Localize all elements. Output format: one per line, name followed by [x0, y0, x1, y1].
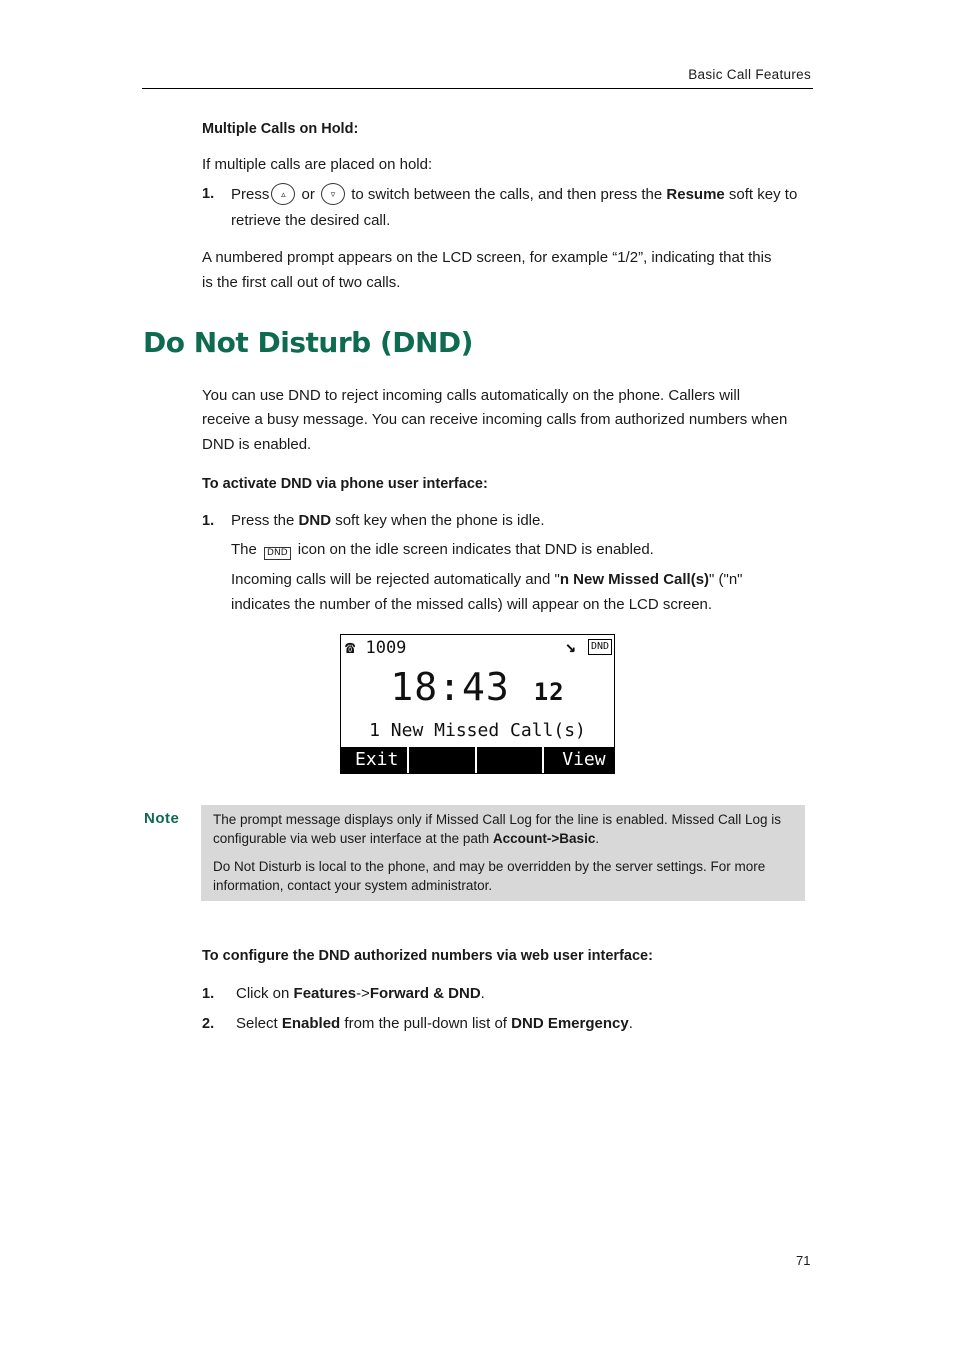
- down-key-icon: ▿: [321, 183, 345, 205]
- hold-step-number: 1.: [202, 186, 215, 202]
- lcd-softkey-bar: [341, 747, 614, 773]
- page-number: 71: [796, 1253, 811, 1268]
- running-header: Basic Call Features: [688, 67, 811, 82]
- note-box: [201, 805, 805, 901]
- dnd-icon-line: [231, 538, 654, 563]
- note-label: Note: [144, 810, 180, 827]
- the-word: The: [231, 541, 257, 558]
- note-paragraph-2: Do Not Disturb is local to the phone, and may be overridden by the server settings. For more information, contact your system administrator.: [213, 859, 766, 893]
- lcd-time: 18:43: [390, 665, 510, 709]
- section-title: Do Not Disturb (DND): [143, 326, 473, 359]
- hold-step-text: [231, 183, 797, 208]
- enabled-option-label: Enabled: [281, 1015, 341, 1032]
- missed-calls-label: n New Missed Call(s): [559, 571, 710, 588]
- resume-key-label: Resume: [666, 186, 725, 203]
- dnd-key-label: DND: [298, 512, 332, 529]
- configure-heading: To configure the DND authorized numbers via web user interface:: [202, 948, 653, 964]
- or-word: or: [301, 186, 315, 203]
- dnd-emergency-label: DND Emergency: [511, 1015, 629, 1032]
- icon-desc-text: icon on the idle screen indicates that DND is enabled.: [297, 541, 654, 558]
- configure-step1-text: Click on Features->Forward & DND.: [236, 985, 485, 1002]
- configure-step2-text: Select Enabled from the pull-down list of DND Emergency.: [236, 1015, 633, 1032]
- missed-call-arrow-icon: ↘: [565, 636, 576, 657]
- hold-intro: If multiple calls are placed on hold:: [202, 156, 433, 173]
- activate-step-text: [231, 509, 545, 534]
- softkey-exit: Exit: [341, 747, 409, 773]
- account-basic-path: Account->Basic: [492, 831, 596, 846]
- dnd-intro-2: receive a busy message. You can receive incoming calls from authorized numbers when: [202, 411, 788, 428]
- dnd-intro-1: You can use DND to reject incoming calls automatically on the phone. Callers will: [202, 387, 741, 404]
- softkey-2: [409, 747, 477, 773]
- hold-step-line2: retrieve the desired call.: [231, 212, 391, 229]
- phone-lcd-screen: [340, 634, 615, 774]
- configure-step1-number: 1.: [202, 986, 215, 1002]
- softkey-text: soft key to: [728, 186, 798, 203]
- lcd-seconds: 12: [533, 678, 565, 706]
- press-the-text: Press the: [231, 512, 295, 529]
- forward-dnd-label: Forward & DND: [369, 985, 481, 1002]
- lcd-line-label: ☎ 1009: [345, 638, 407, 658]
- softkey-view: View: [562, 749, 606, 770]
- dnd-intro-3: DND is enabled.: [202, 436, 312, 453]
- incoming-post: " ("n": [709, 571, 743, 588]
- features-menu-label: Features: [293, 985, 357, 1002]
- hold-heading: Multiple Calls on Hold:: [202, 121, 359, 137]
- dnd-icon: DND: [264, 547, 291, 560]
- up-key-icon: ▵: [271, 183, 295, 205]
- activate-heading: To activate DND via phone user interface:: [202, 476, 488, 492]
- lcd-dnd-icon: DND: [588, 639, 612, 655]
- note-paragraph-1: The prompt message displays only if Missed Call Log for the line is enabled. Missed Call Log is configurable via web user interface at the path Account->Basic.: [213, 812, 782, 846]
- lcd-missed-calls: 1 New Missed Call(s): [369, 720, 586, 741]
- header-rule: [142, 88, 813, 89]
- incoming-line-2: indicates the number of the missed calls) will appear on the LCD screen.: [231, 596, 713, 613]
- lcd-clock: [341, 665, 614, 709]
- prompt-line-2: is the first call out of two calls.: [202, 274, 401, 291]
- press-word: Press: [231, 186, 270, 203]
- prompt-line-1: A numbered prompt appears on the LCD screen, for example “1/2”, indicating that this: [202, 249, 772, 266]
- switch-text: to switch between the calls, and then press the: [351, 186, 663, 203]
- incoming-pre: Incoming calls will be rejected automatically and ": [231, 571, 560, 588]
- configure-step2-number: 2.: [202, 1016, 215, 1032]
- softkey-idle-text: soft key when the phone is idle.: [335, 512, 545, 529]
- incoming-line-1: [231, 568, 743, 593]
- activate-step-number: 1.: [202, 513, 215, 529]
- softkey-3: [477, 747, 545, 773]
